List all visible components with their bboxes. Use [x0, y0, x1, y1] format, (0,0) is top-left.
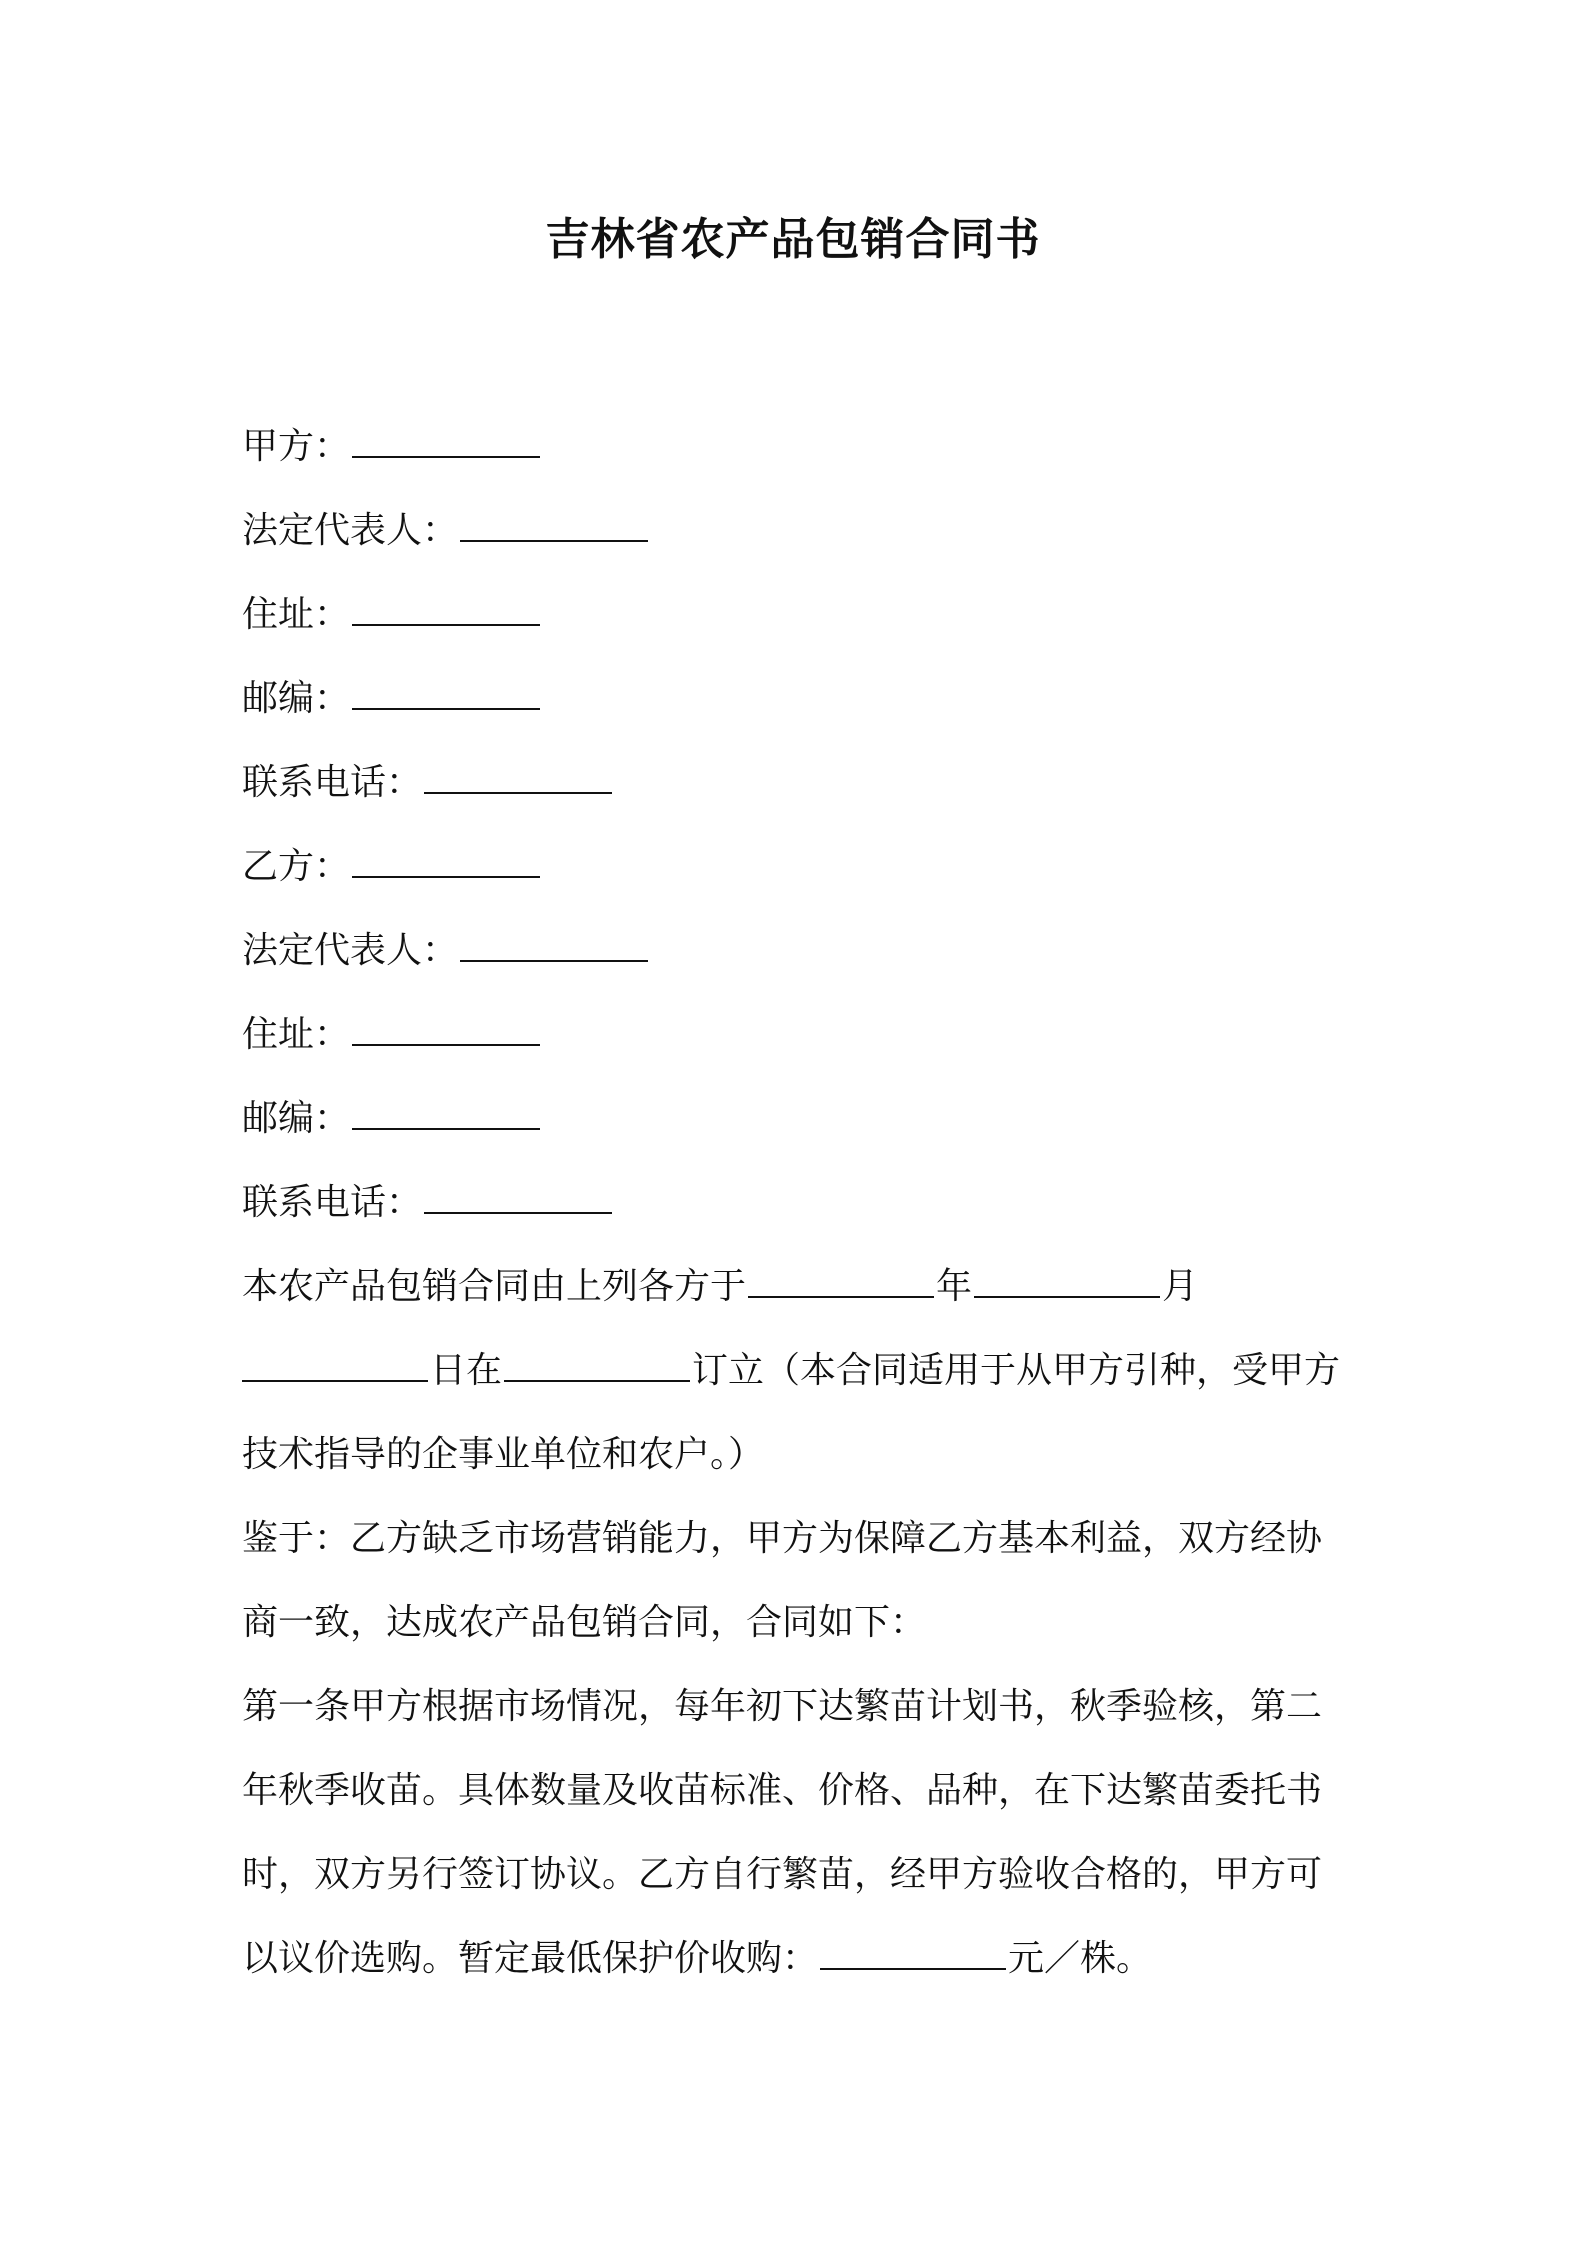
article1-line-1: 第一条甲方根据市场情况，每年初下达繁苗计划书，秋季验核，第二 — [242, 1686, 1323, 1727]
recital-line-2: 商一致，达成农产品包销合同，合同如下： — [242, 1602, 927, 1643]
intro-line-1 — [242, 1245, 1362, 1329]
party-b-postcode-label: 邮编： — [242, 1098, 351, 1139]
article1-line-2: 年秋季收苗。具体数量及收苗标准、价格、品种，在下达繁苗委托书 — [242, 1770, 1323, 1811]
party-b-phone-line — [242, 1161, 1362, 1245]
party-a-name-blank — [352, 430, 540, 458]
party-a-phone-label: 联系电话： — [242, 762, 423, 803]
document-body — [242, 405, 1362, 2001]
party-b-phone-label: 联系电话： — [242, 1182, 423, 1223]
article1-text-4b: 元／株。 — [1008, 1938, 1153, 1979]
party-b-rep-label: 法定代表人： — [242, 930, 459, 971]
article1-line-3: 时，双方另行签订协议。乙方自行繁苗，经甲方验收合格的，甲方可 — [242, 1854, 1323, 1895]
party-a-rep-label: 法定代表人： — [242, 510, 459, 551]
intro-line-3: 技术指导的企事业单位和农户。） — [242, 1434, 765, 1475]
party-b-rep-blank — [460, 934, 648, 962]
intro-text-1a: 本农产品包销合同由上列各方于 — [242, 1266, 747, 1307]
party-a-postcode-label: 邮编： — [242, 678, 351, 719]
party-a-name-line — [242, 405, 1362, 489]
party-a-rep-blank — [460, 514, 648, 542]
party-b-name-label: 乙方： — [242, 846, 351, 887]
party-b-name-blank — [352, 850, 540, 878]
party-a-phone-blank — [424, 766, 612, 794]
intro-text-1b: 年 — [936, 1266, 973, 1307]
party-a-postcode-line — [242, 657, 1362, 741]
party-a-address-blank — [352, 598, 540, 626]
article1-line-4 — [242, 1917, 1362, 2001]
place-blank — [504, 1354, 690, 1382]
party-b-address-line — [242, 993, 1362, 1077]
day-blank — [242, 1354, 428, 1382]
party-a-rep-line — [242, 489, 1362, 573]
intro-text-1c: 月 — [1162, 1266, 1199, 1307]
party-a-address-label: 住址： — [242, 594, 351, 635]
party-a-phone-line — [242, 741, 1362, 825]
intro-text-2b: 订立（本合同适用于从甲方引种，受甲方 — [692, 1350, 1341, 1391]
price-blank — [820, 1942, 1006, 1970]
party-b-postcode-line — [242, 1077, 1362, 1161]
party-b-name-line — [242, 825, 1362, 909]
month-blank — [974, 1270, 1160, 1298]
intro-line-2 — [242, 1329, 1362, 1413]
party-b-phone-blank — [424, 1186, 612, 1214]
year-blank — [748, 1270, 934, 1298]
document-title: 吉林省农产品包销合同书 — [545, 214, 1041, 265]
party-a-name-label: 甲方： — [242, 426, 351, 467]
intro-text-2a: 日在 — [430, 1350, 503, 1391]
party-b-postcode-blank — [352, 1102, 540, 1130]
party-b-address-blank — [352, 1018, 540, 1046]
article1-text-4a: 以议价选购。暂定最低保护价收购： — [242, 1938, 819, 1979]
party-a-address-line — [242, 573, 1362, 657]
party-b-rep-line — [242, 909, 1362, 993]
party-b-address-label: 住址： — [242, 1014, 351, 1055]
recital-line-1: 鉴于：乙方缺乏市场营销能力，甲方为保障乙方基本利益，双方经协 — [242, 1518, 1323, 1559]
party-a-postcode-blank — [352, 682, 540, 710]
